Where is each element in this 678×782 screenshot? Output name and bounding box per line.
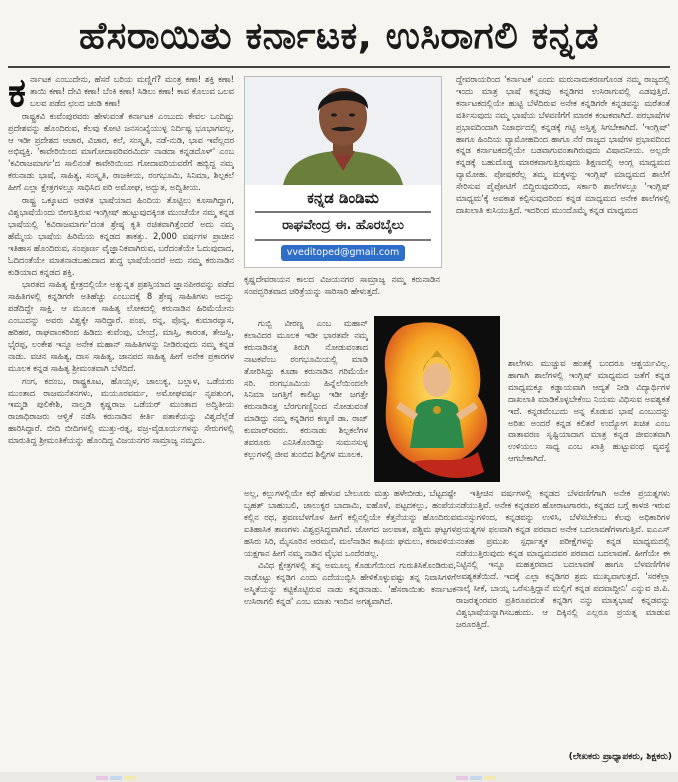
paragraph	[8, 74, 234, 116]
author-name: ರಾಘವೇಂದ್ರ ಈ. ಹೊರಬೈಲು	[255, 211, 431, 241]
column-right-wrap	[508, 358, 670, 482]
paragraph: ಭಾರತದ ಸಾಹಿತ್ಯ ಕ್ಷೇತ್ರದಲ್ಲಿಯೇ ಅತ್ಯುನ್ನತ ಪ್ರಶಸ್ತಿಯಾದ ಜ್ಞಾನಪೀಠವನ್ನು ಪಡೆದ ಸಾಹಿತಿಗಳಲ್ಲಿ ಕನ್ನಡಿಗರೇ ಅತಿಹೆಚ್ಚು ಎಂಬುದಕ್ಕೆ 8 ಶ್ರೇಷ್ಠ ಸಾಹಿತಿಗಳು ಅದನ್ನು ಪಡೆದಿದ್ದೇ ಸಾಕ್ಷಿ. ಆ ಮೂಲಕ ಸಾಹಿತ್ಯ ಲೋಕದಲ್ಲಿ ಕರುನಾಡಿನ ಹಿರಿಮೆಯೇನು ಎಂಬುದನ್ನು ಅವರು ವಿಶ್ವಕ್ಕೇ ಸಾರಿದ್ದಾರೆ. ಪಂಪ, ರನ್ನ, ಪೊನ್ನ, ಕುಮಾರವ್ಯಾಸ, ಹರಿಹರ, ರಾಘವಾಂಕರಿಂದ ಹಿಡಿದು ಕುವೆಂಪು, ಬೇಂದ್ರೆ, ಮಾಸ್ತಿ, ಕಾರಂತ, ತೇಜಸ್ವಿ, ಭೈರಪ್ಪ, ಲಂಕೇಶ ಇನ್ನೂ ಅನೇಕ ಮಹಾನ್ ಸಾಹಿತಿಗಳನ್ನು ನೀಡಿರುವುದು ನಮ್ಮ ಕನ್ನಡ ನಾಡು. ವಚನ ಸಾಹಿತ್ಯ, ದಾಸ ಸಾಹಿತ್ಯ, ಜಾನಪದ ಸಾಹಿತ್ಯ ಹೀಗೆ ಅನೇಕ ಪ್ರಕಾರಗಳ ಮೂಲಕ ಕನ್ನಡ ಸಾಹಿತ್ಯ ಶ್ರೀಮಂತವಾಗಿ ಬೆಳೆದಿದೆ.	[8, 279, 234, 373]
column-middle-top	[244, 274, 440, 314]
column-left	[8, 74, 234, 766]
paragraph-text: ರ್ನಾಟಕ ಎಂಬುದೇನು, ಹೆಸರೆ ಬರಿಯ ಮಣ್ಣಿಗೆ? ಮಂತ್ರ ಕಣಾ! ಶಕ್ತಿ ಕಣಾ! ತಾಯಿ ಕಣಾ! ದೇವಿ ಕಣಾ! ಬೆಂಕಿ ಕಣಾ! ಸಿಡಿಲು ಕಣಾ! ಕಾವ ಕೊಲುವ ಒಲವ ಬಲವ ಪಡೆದ ಛಲದ ಚಂಡಿ ಕಣಾ!	[30, 74, 234, 108]
drop-cap: ಕ	[8, 74, 26, 116]
color-swatch	[484, 776, 496, 780]
paragraph: ರಾಷ್ಟ್ರಕವಿ ಕುವೆಂಪುರವರು ಹೇಳುವಂತೆ ಕರ್ನಾಟಕ ಎಂಬುದು ಕೇವಲ ಒಂದಿಷ್ಟು ಪ್ರದೇಶವನ್ನು ಹೊಂದಿರುವ, ಕೆಲವು ಕೋಟಿ ಜನಸಂಖ್ಯೆಯುಳ್ಳ ನಿರ್ದಿಷ್ಟ ಭೂಭಾಗವಲ್ಲ, ಆ ಇಡೀ ಪ್ರದೇಶದ ಆಚಾರ, ವಿಚಾರ, ಕಲೆ, ಸಂಸ್ಕೃತಿ, ನಡೆ-ನುಡಿ, ಭಾವ ಇವೆಲ್ಲದರ ಅಭಿವ್ಯಕ್ತಿ. 'ಕಾವೇರಿಯಿಂದ ಮಾಗೋದಾವರಿವರಮಿರ್ದ ನಾಡದಾ ಕನ್ನಡದೊಳ್' ಎಂಬ 'ಕವಿರಾಜಮಾರ್ಗ'ದ ಸಾಲಿನಂತೆ ಕಾವೇರಿಯಿಂದ ಗೋದಾವರಿಯವರೆಗೆ ಹಬ್ಬಿದ್ದ ನಮ್ಮ ಕರುನಾಡು ಭಾಷೆ, ಸಾಹಿತ್ಯ, ಸಂಸ್ಕೃತಿ, ರಾಜಕೀಯ, ರಂಗಭೂಮಿ, ಸಿನಿಮಾ, ಶಿಲ್ಪಕಲೆ ಹೀಗೆ ಎಲ್ಲಾ ಕ್ಷೇತ್ರಗಳಲ್ಲೂ ಸಾಧಿಸಿದ ಪರಿ ಅಮೋಘ, ಅದ್ಭುತ, ಅದ್ವಿತೀಯ.	[8, 110, 234, 193]
paragraph: ಗಂಗ, ಕದಂಬ, ರಾಷ್ಟ್ರಕೂಟ, ಹೊಯ್ಸಳ, ಚಾಲುಕ್ಯ, ಬಲ್ಲಾಳ, ಒಡೆಯರು ಮುಂತಾದ ರಾಜಮನೆತನಗಳು, ಮಯೂರವರ್ಮ, ಅಮೋಘವರ್ಷ ನೃಪತುಂಗ, ಇಮ್ಮಡಿ ಪುಲಿಕೇಶಿ, ನಾಲ್ವಡಿ ಕೃಷ್ಣರಾಜ ಒಡೆಯರ್ ಮುಂತಾದ ಅದ್ವಿತೀಯ ರಾಜಾಧಿರಾಜರು ಆಳ್ವಿಕೆ ನಡೆಸಿ ಕರುನಾಡಿನ ಕೀರ್ತಿ ಪತಾಕೆಯನ್ನು ವಿಶ್ವದೆಲ್ಲೆಡೆ ಹಾರಿಸಿದ್ದಾರೆ. ಬೀದಿ ಬೀದಿಗಳಲ್ಲಿ ಮುತ್ತು-ರತ್ನ, ವಜ್ರ-ವೈಡೂರ್ಯಗಳನ್ನು ಸೇರುಗಳಲ್ಲಿ ಮಾರುತಿದ್ದ ಶ್ರೀಮಂತಿಕೆಯನ್ನು ಹೊಂದಿದ್ದ ವಿಜಯನಗರ ಸಾಮ್ರಾಜ್ಯ ನಮ್ಮದು.	[8, 375, 234, 446]
column-right-top	[456, 74, 670, 354]
paragraph: ವಿವಿಧ ಕ್ಷೇತ್ರಗಳಲ್ಲಿ ತನ್ನ ಅಮೂಲ್ಯ ಕೊಡುಗೆಯಿಂದ ಗುರುತಿಸಿಕೊಂಡಿರುವ, ನಾಡೊಟ್ಟು ಕನ್ನಡಿಗ ಎಂದು ಎದೆಯುಬ್ಬಿಸಿ ಹೇಳಿಕೊಳ್ಳುವಷ್ಟು ತನ್ನ ನಿವಾಸಿಗಳಿಗೆ ಅಸ್ಮಿತೆಯನ್ನು ಕಟ್ಟಿಕೊಟ್ಟಿರುವ ನಾಡು ಕನ್ನಡನಾಡು. 'ಹೆಸರಾಯಿತು ಕರ್ನಾಟಕ ಉಸಿರಾಗಲಿ ಕನ್ನಡ' ಎಂಬ ಮಾತು ಇಂದಿನ ಅಗತ್ಯವಾಗಿದೆ.	[244, 560, 456, 607]
columnist-box	[244, 76, 442, 268]
color-swatch	[96, 776, 108, 780]
paragraph: ಅಲ್ಲ, ಕಲ್ಲುಗಳಲ್ಲಿಯೇ ಕಥೆ ಹೇಳುವ ಬೇಲೂರು ಮತ್ತು ಹಳೇಬೀಡು, ಬೆಟ್ಟದಷ್ಟೇ ಬೃಹತ್ ಬಾಹುಬಲಿ, ಚಾಲುಕ್ಯರ ಬಾದಾಮಿ, ಐಹೊಳೆ, ಪಟ್ಟದಕಲ್ಲು, ಹಂಪೆಯ ಕಲ್ಲಿನ ರಥ, ಶ್ರವಣಬೆಳಗೊಳ ಹೀಗೆ ಕಲ್ಲಿನಲ್ಲಿಯೇ ಕೆತ್ತನೆಯನ್ನು ಹೊಂದಿರುವ ಐತಿಹಾಸಿಕ ತಾಣಗಳು ವಿಶ್ವಪ್ರಸಿದ್ಧವಾಗಿವೆ. ಜೋಗದ ಜಲಪಾತ, ಪಶ್ಚಿಮ ಘಟ್ಟಗಳ ಹಸಿರು ಸಿರಿ, ಮೈಸೂರಿನ ಅರಮನೆ, ಮಲೆನಾಡಿನ ಕಾಫಿಯ ಘಮಲು, ಕರಾವಳಿಯ ಯಕ್ಷಗಾನ ಹೀಗೆ ನಮ್ಮ ನಾಡಿನ ವೈಭವ ಒಂದೆರಡಲ್ಲ.	[244, 488, 456, 558]
color-swatch	[124, 776, 136, 780]
column-middle-wrap	[244, 318, 368, 484]
author-email[interactable]: vveditoped@gmail.com	[281, 245, 405, 261]
column-middle-bottom	[244, 488, 456, 766]
color-swatch	[456, 776, 468, 780]
column-right-bottom	[456, 488, 670, 750]
headline-rule	[8, 66, 670, 68]
color-swatch	[470, 776, 482, 780]
column-title: ಕನ್ನಡ ಡಿಂಡಿಮ	[307, 189, 379, 207]
paragraph: ದ್ದೇವರಾಯರಿಂದ 'ಕರ್ನಾಟಕ' ಎಂದು ಮರುನಾಮಕರಣಗೊಂಡ ನಮ್ಮ ರಾಜ್ಯದಲ್ಲಿ ಇಂದು ಮಾತ್ರ ಭಾಷೆ ಕನ್ನಡವು ಕನ್ನಡಿಗರ ಉಸಿರಾಗುವಲ್ಲಿ ಎಡವುತ್ತಿದೆ. ಕರ್ನಾಟಕದಲ್ಲಿಯೇ ಹುಟ್ಟಿ ಬೆಳೆದಿರುವ ಅನೇಕ ಕನ್ನಡಿಗರೇ ಕನ್ನಡವನ್ನು ಮರೆತಂತೆ ವರ್ತಿಸುವುದು ನಮ್ಮ ಭಾಷೆಯ ಬೆಳವಣಿಗೆಗೆ ಮಾರಕ ಕಂಟಕವಾಗಿದೆ. ಪರಭಾಷೆಗಳ ಪ್ರಭಾವದಿಂದಾಗಿ ನಿಜಾರ್ಥದಲ್ಲಿ ಕನ್ನಡಕ್ಕೆ ಗಟ್ಟಿ ಅಸ್ತಿತ್ವ ಸಿಗಬೇಕಾಗಿದೆ. 'ಇಂಗ್ಲಿಷ್' ಹಾಗೂ ಹಿಂದಿಯ ವ್ಯಾಮೋಹದಿಂದ ಹಾಗೂ ನೆರೆ ರಾಜ್ಯದ ಭಾಷೆಗಳ ಪ್ರಭಾವದಿಂದ ಕನ್ನಡ ಕರ್ನಾಟಕದಲ್ಲಿಯೇ ಬಡವಾಗುವಂತಾಗಿರುವುದು ವಿಷಾದನೀಯ. ಅಲ್ಲದೇ ಕನ್ನಡಕ್ಕೆ ಬಹುದೊಡ್ಡ ಮಾರಕವಾಗುತ್ತಿರುವುದು ಶಿಕ್ಷಣದಲ್ಲಿ ಆಂಗ್ಲ ಮಾಧ್ಯಮದ ವ್ಯಾಮೋಹ. ಪೋಷಕರೆಲ್ಲ ತಮ್ಮ ಮಕ್ಕಳನ್ನು ಇಂಗ್ಲಿಷ್ ಮಾಧ್ಯಮದ ಶಾಲೆಗೆ ಸೇರಿಸುವ ಪೈಪೋಟಿಗೆ ಬಿದ್ದಿರುವುದರಿಂದ, ಸರ್ಕಾರಿ ಶಾಲೆಗಳಲ್ಲೂ 'ಇಂಗ್ಲಿಷ್ ಮಾಧ್ಯಮ'ಕ್ಕೆ ಅವಕಾಶ ಕಲ್ಪಿಸುವುದರಿಂದ ಕನ್ನಡ ಮಾಧ್ಯಮದ ಅನೇಕ ಶಾಲೆಗಳಲ್ಲಿ ದಾಖಲಾತಿ ಕುಸಿಯುತ್ತಿದೆ. ಇದರಿಂದ ಮುಂದೊಮ್ಮೆ ಕನ್ನಡ ಮಾಧ್ಯಮದ	[456, 74, 670, 215]
paragraph: ಗುಬ್ಬಿ ವೀರಣ್ಣ ಎಂಬ ಮಹಾನ್ ಕಲಾವಿದರ ಮೂಲಕ ಇಡೀ ಭಾರತವೇ ನಮ್ಮ ಕರುನಾಡಿನತ್ತ ತಿರುಗಿ ನೋಡುವಂತಾದ ನಾಟಕವೆಂಬ ರಂಗಭೂಮಿಯಲ್ಲಿ ಮಾಡಿ ತೋರಿಸಿದ್ದು ಕೂಡಾ ಕರುನಾಡಿನ ಗರಿಮೆಯೇ ಸರಿ. ರಂಗಭೂಮಿಯ ಹಿನ್ನೆಲೆಯಿಂದಲೇ ಸಿನಿಮಾ ಜಗತ್ತಿಗೆ ಕಾಲಿಟ್ಟು ಇಡೀ ಜಗತ್ತೇ ಕರುನಾಡಿನತ್ತ ಬೆರಗುಗಣ್ಣಿನಿಂದ ನೋಡುವಂತೆ ಮಾಡಿದ್ದು ನಮ್ಮ ಕನ್ನಡಿಗರ ಕಣ್ಮಣಿ ಡಾ. ರಾಜ್ ಕುಮಾರ್‌ರವರು. ಕರುನಾಡು ಶಿಲ್ಪಕಲೆಗಳ ತವರೂರು ಎನಿಸಿಕೊಂಡಿದ್ದು ಸುಮನಸುಳ್ಳ ಕಲ್ಲುಗಳಲ್ಲಿ ಜೀವ ತುಂಬಿದ ಶಿಲ್ಪಿಗಳ ಮೂಲಕ.	[244, 318, 368, 459]
paragraph: ಶಾಲೆಗಳು ಮುಚ್ಚುವ ಹಂತಕ್ಕೆ ಬಂದರೂ ಆಶ್ಚರ್ಯವಿಲ್ಲ. ಹಾಗಾಗಿ ಶಾಲೆಗಳಲ್ಲಿ ಇಂಗ್ಲಿಷ್ ಮಾಧ್ಯಮದ ಜತೆಗೆ ಕನ್ನಡ ಮಾಧ್ಯಮಕ್ಕೂ ಕಡ್ಡಾಯವಾಗಿ ಆದ್ಯತೆ ನೀಡಿ ವಿದ್ಯಾರ್ಥಿಗಳ ದಾಖಲಾತಿ ಮಾಡಿಕೊಳ್ಳಬೇಕೆಂಬ ನಿಯಮ ವಿಧಿಸುವ ಅವಶ್ಯಕತೆ ಇದೆ. ಕನ್ನಡವೆಂಬುದು ಅನ್ನ ಕೊಡುವ ಭಾಷೆ ಎಂಬುದನ್ನು ಅರಿತು ಅಂದರೆ ಕನ್ನಡ ಕಲಿತರೆ ಉದ್ಯೋಗ ಖಚಿತ ಎಂಬ ವಾತಾವರಣ ಸೃಷ್ಟಿಯಾದಾಗ ಮಾತ್ರ ಕನ್ನಡ ಜೀವಂತವಾಗಿ ಉಳಿಯಲು ಸಾಧ್ಯ ಎಂಬ ಖಾತ್ರಿ ಹುಟ್ಟುವಂಥ ವ್ಯವಸ್ಥೆ ಆಗಬೇಕಾಗಿದೆ.	[508, 358, 670, 464]
color-swatch	[110, 776, 122, 780]
paragraph: ಇತ್ತೀಚಿನ ವರ್ಷಗಳಲ್ಲಿ ಕನ್ನಡದ ಬೆಳವಣಿಗೆಗಾಗಿ ಅನೇಕ ಪ್ರಯತ್ನಗಳು ನಡೆಯುತ್ತಿವೆ. ಅನೇಕ ಕನ್ನಡಪರ ಹೋರಾಟಗಾರರು, ಕನ್ನಡದ ಬಗ್ಗೆ ಕಾಳಜಿ ಇರುವ ಮನಸ್ಸುಗಳಿಂದ, ಕನ್ನಡವನ್ನು ಉಳಿಸಿ, ಬೆಳೆಸಬೇಕೆಂಬ ಕೆಲವು ಅಧಿಕಾರಿಗಳ ಪ್ರಯತ್ನಗಳ ಫಲವಾಗಿ ಕನ್ನಡ ಪರವಾದ ಅನೇಕ ಬದಲಾವಣೆಗಳಾಗುತ್ತಿವೆ. ಐಎಎಸ್ ನಂತಹ ಪ್ರಮುಖ ಸ್ಪರ್ಧಾತ್ಮಕ ಪರೀಕ್ಷೆಗಳನ್ನು ಕನ್ನಡ ಮಾಧ್ಯಮದಲ್ಲಿ ನಡೆಯುತ್ತಿರುವುದು ಕನ್ನಡ ಮಾಧ್ಯಮದವರ ಪರವಾದ ಬದಲಾವಣೆ. ಹೀಗೆಯೇ ಈ ನಿಟ್ಟಿನಲ್ಲಿ ಇನ್ನೂ ಮಹತ್ತರವಾದ ಬದಲಾವಣೆ ಹಾಗೂ ಬೆಳವಣಿಗೆಗಳ ಅವಶ್ಯಕತೆಯಿದೆ. ಇದಕ್ಕೆ ಎಲ್ಲಾ ಕನ್ನಡಿಗರ ಶ್ರಮ ಮುಖ್ಯವಾಗುತ್ತದೆ. 'ಸರಕೆಲ್ಲಾ ನಾಲ್ಕೆ ಸೀಕೆ, ಬಾಯ್ನ ಒರೆಸುತ್ತಿದ್ದಾನೆ ಮಲ್ಲಿಗೆ ಕನ್ನಡ ಪದವಾದ್ದೀನಿ' ಎನ್ನುವ ಜಿ.ಪಿ. ರಾಜರತ್ನಂರವರ ಪ್ರತಿರೂಪದಂತೆ ಕನ್ನಡಿಗ ನನ್ನು ಮಾತೃಭಾಷೆ ಕನ್ನಡವನ್ನು ವಿಶ್ವಭಾಷೆಯನ್ನಾಗಿಸಬಹುದು. ಆ ದಿಕ್ಕಿನಲ್ಲಿ ಎಲ್ಲರೂ ಪ್ರಯತ್ನ ಮಾಡುವ ಜರೂರತ್ತಿದೆ.	[456, 488, 670, 629]
author-credit: (ಲೇಖಕರು ಪ್ರಾಧ್ಯಾಪಕರು, ಶಿಕ್ಷಕರು)	[568, 752, 672, 762]
paragraph: ರಾಷ್ಟ್ರ ಒಕ್ಕೂಟದ ಆಡಳಿತ ಭಾಷೆಯಾದ ಹಿಂದಿಯ ತೊಟ್ಟಿಲು ಕೂಸಾಗಿದ್ದಾಗ, ವಿಶ್ವಭಾಷೆಯೆಂದು ಬೀಗುತ್ತಿರುವ ಇಂಗ್ಲೀಷ್ ಹುಟ್ಟುವುದಕ್ಕಿಂತ ಮುಂಚೆಯೇ ನಮ್ಮ ಕನ್ನಡ ಭಾಷೆಯಲ್ಲಿ 'ಕವಿರಾಜಮಾರ್ಗ'ದಂತ ಶ್ರೇಷ್ಠ ಕೃತಿ ರಚಿತವಾಗಿತ್ತೆಂದರೆ ಅದು ನಮ್ಮ ಹೆಮ್ಮೆಯ ಭಾಷೆಯ ಹಿರಿಮೆಯ ಕನ್ನಡದ ತಾಕತ್ತು. 2,000 ವರ್ಷಗಳ ಪ್ರಾಚೀನ ಇತಿಹಾಸ ಹೊಂದಿರುವ, ಸಂಪೂರ್ಣ ವೈಜ್ಞಾನಿಕವಾಗಿರುವ, ಬರೆದಂತೆಯೇ ಓದುವುದಾದ, ಓದಿದಂತೆಯೇ ಮಾತನಾಡಬಹುದಾದ ಶುದ್ಧ ಭಾಷೆಯೆಂದರೆ ಅದು ನಮ್ಮ ಕರುನಾಡಿನ ಕುಡಿಯಾದ ಕನ್ನಡದ ಶಕ್ತಿ.	[8, 195, 234, 277]
paragraph: ಕೃಷ್ಣದೇವರಾಯನ ಕಾಲದ ವಿಜಯನಗರ ಸಾಮ್ರಾಜ್ಯ ನಮ್ಮ ಕರುನಾಡಿನ ಸಂಪದ್ಭರಿತವಾದ ಚರಿತ್ರೆಯನ್ನು ಸಾರಿಸಾರಿ ಹೇಳುತ್ತದೆ.	[244, 274, 440, 296]
columnist-photo	[245, 77, 441, 185]
headline: ಹೆಸರಾಯಿತು ಕರ್ನಾಟಕ, ಉಸಿರಾಗಲಿ ಕನ್ನಡ	[79, 14, 599, 57]
